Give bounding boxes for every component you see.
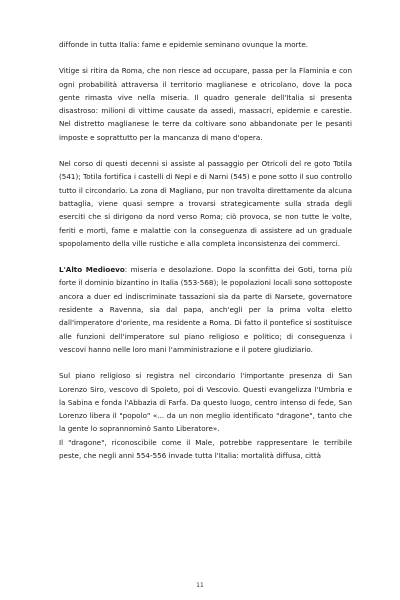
paragraph-5-text: Sul piano religioso si registra nel circondario l'importante presenza di San Lorenzo Siro, vescovo di Spoleto, poi di Vescovio. Questi evangelizza l'Umbria e la Sabina e fonda l'Abbazia di Farfa. Da questo luogo, centro intenso di fede, San Lorenzo libera il "popolo" «... da un non meglio identificato "dragone", tanto che la gente lo soprannominò Santo Liberatore».	[59, 371, 352, 434]
paragraph-4	[59, 263, 352, 356]
paragraph-1-text: diffonde in tutta Italia: fame e epidemie seminano ovunque la morte.	[59, 40, 309, 49]
paragraph-2	[59, 64, 352, 144]
paragraph-5	[59, 369, 352, 435]
paragraph-3-text: Nel corso di questi decenni si assiste al passaggio per Otricoli del re goto Totila (541); Totila fortifica i castelli di Nepi e di Narni (545) e pone sotto il suo controllo tutto il circondario. La zona di Magliano, pur non travolta direttamente da alcuna battaglia, viene quasi sempre a trovarsi strategicamente sulla strada degli eserciti che si dirigono da nord verso Roma; ciò provoca, se non tutte le volte, feriti e morti, fame e malattie con la conseguenza di assistere ad un graduale spopolamento della ville rustiche e alla completa inconsistenza dei commerci.	[59, 159, 352, 248]
paragraph-3	[59, 157, 352, 250]
paragraph-6	[59, 436, 352, 463]
paragraph-1	[59, 38, 352, 51]
page-number: 11	[196, 582, 204, 589]
body-text	[59, 38, 352, 462]
paragraph-2-text: Vitige si ritira da Roma, che non riesce ad occupare, passa per la Flaminia e con ogni probabilità attraversa il territorio maglianese e otricolano, dove la poca gente rimasta vive nella miseria. Il quadro generale dell'Italia si presenta disastroso: milioni di vittime causate da assedi, massacri, epidemie e carestie. Nel distretto maglianese le terre da coltivare sono abbandonate per le pesanti imposte e soprattutto per la mancanza di mano d'opera.	[59, 66, 352, 142]
paragraph-6-text: Il "dragone", riconoscibile come il Male, potrebbe rappresentare le terribile peste, che negli anni 554-556 invade tutta l'Italia: mortalità diffusa, città	[59, 437, 352, 461]
section-heading-alto-medioevo: L'Alto Medioevo	[59, 265, 125, 275]
paragraph-4-text: : miseria e desolazione. Dopo la sconfitta dei Goti, torna più forte il dominio bizantino in Italia (553-568); le popolazioni locali sono sottoposte ancora a duer ed indiscriminate tassazioni sia da parte di Narsete, governatore residente a Ravenna, sia dal papa, anch'egli per la prima volta eletto dall'imperatore d'oriente, ma residente a Roma. Di fatto il pontefice si sostituisce alle funzioni dell'imperatore sul piano religioso e politico; di conseguenza i vescovi hanno nelle loro mani l'amministrazione e il potere giudiziario.	[59, 265, 352, 354]
